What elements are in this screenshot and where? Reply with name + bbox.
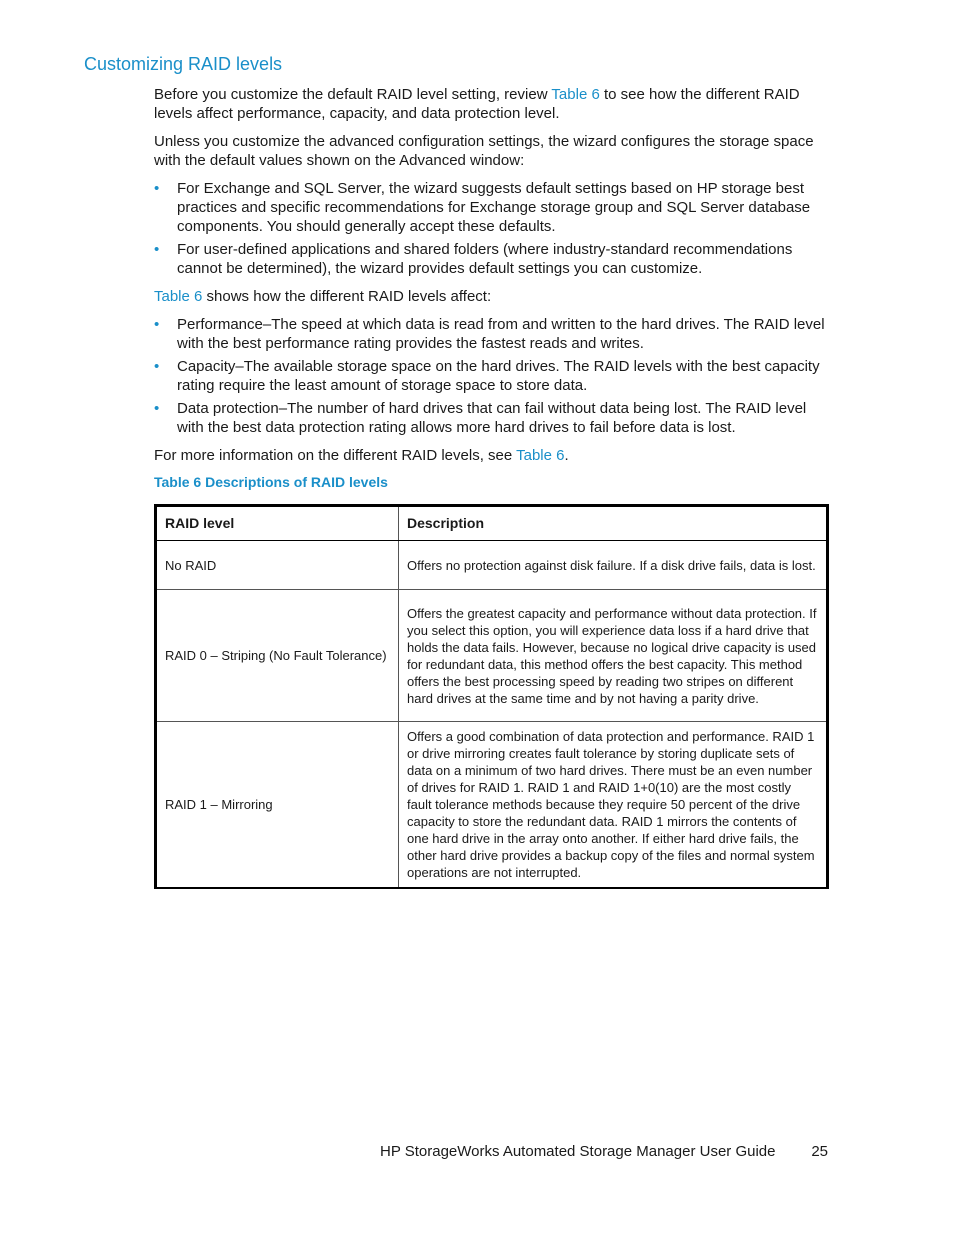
more-info-text: For more information on the different RAID levels, see (154, 447, 517, 464)
more-info-period: . (564, 447, 569, 464)
raid-level-cell: RAID 0 – Striping (No Fault Tolerance) (156, 590, 399, 722)
raid-levels-table (154, 504, 829, 889)
table-caption: Table 6 Descriptions of RAID levels (154, 474, 388, 490)
table-row (156, 590, 828, 722)
raid-level-cell: No RAID (156, 541, 399, 590)
list-item (154, 240, 830, 278)
bullet-icon: • (154, 358, 160, 375)
column-header-description: Description (399, 506, 828, 541)
list-item (154, 399, 830, 437)
column-header-raid-level: RAID level (156, 506, 399, 541)
description-cell: Offers no protection against disk failure. If a disk drive fails, data is lost. (399, 541, 828, 590)
defaults-bullet-list (154, 179, 830, 278)
table-row (156, 541, 828, 590)
list-item (154, 179, 830, 236)
table-header-row (156, 506, 828, 541)
list-item (154, 315, 830, 353)
body-content (154, 85, 830, 474)
bullet-text: For user-defined applications and shared folders (where industry-standard recommendations cannot be determined), the wizard provides default settings you can customize. (177, 241, 793, 277)
intro-text-before: Before you customize the default RAID level setting, review (154, 86, 552, 103)
raid-level-cell: RAID 1 – Mirroring (156, 722, 399, 889)
bullet-icon: • (154, 400, 160, 417)
bullet-text: For Exchange and SQL Server, the wizard suggests default settings based on HP storage best practices and specific recommendations for Exchange storage group and SQL Server database components. You should generally accept these defaults. (177, 180, 811, 235)
bullet-text: Performance–The speed at which data is read from and written to the hard drives. The RAID level with the best performance rating provides the fastest reads and writes. (177, 316, 825, 352)
table-6-link[interactable]: Table 6 (154, 288, 203, 305)
table-6-link[interactable]: Table 6 (551, 86, 600, 103)
table-intro-paragraph (154, 287, 830, 306)
table-row (156, 722, 828, 889)
page-number: 25 (811, 1143, 828, 1160)
description-cell: Offers the greatest capacity and performance without data protection. If you select this option, you will experience data loss if a hard drive that holds the data fails. However, because no logical drive capacity is used for redundant data, this method offers the best capacity. This method offers the best processing speed by reading two stripes on different hard drives at the same time and by not having a parity drive. (399, 590, 828, 722)
section-heading: Customizing RAID levels (84, 54, 283, 74)
more-info-paragraph (154, 446, 830, 465)
bullet-icon: • (154, 241, 160, 258)
table-6-link[interactable]: Table 6 (516, 447, 565, 464)
bullet-icon: • (154, 180, 160, 197)
bullet-icon: • (154, 316, 160, 333)
intro-paragraph-1 (154, 85, 830, 123)
description-cell: Offers a good combination of data protection and performance. RAID 1 or drive mirroring creates fault tolerance by storing duplicate sets of data on a minimum of two hard drives. There must be an even number of drives for RAID 1. RAID 1 and RAID 1+0(10) are the most costly fault tolerance methods because they require 50 percent of the drive capacity to store the redundant data. RAID 1 mirrors the contents of one hard drive in the array onto another. If either hard drive fails, the other hard drive provides a backup copy of the files and normal system operations are not interrupted. (399, 722, 828, 889)
bullet-text: Capacity–The available storage space on the hard drives. The RAID levels with the best capacity rating require the least amount of storage space to store data. (177, 358, 820, 394)
bullet-text: Data protection–The number of hard drives that can fail without data being lost. The RAID level with the best data protection rating allows more hard drives to fail before data is lost. (177, 400, 807, 436)
intro-paragraph-2: Unless you customize the advanced configuration settings, the wizard configures the storage space with the default values shown on the Advanced window: (154, 133, 814, 169)
list-item (154, 357, 830, 395)
raid-aspects-bullet-list (154, 315, 830, 437)
intro-text-after: to see how the different RAID levels affect performance, capacity, and data protection level. (154, 86, 800, 122)
table-intro-text: shows how the different RAID levels affect: (202, 288, 492, 305)
footer-document-title: HP StorageWorks Automated Storage Manager User Guide (380, 1143, 776, 1160)
